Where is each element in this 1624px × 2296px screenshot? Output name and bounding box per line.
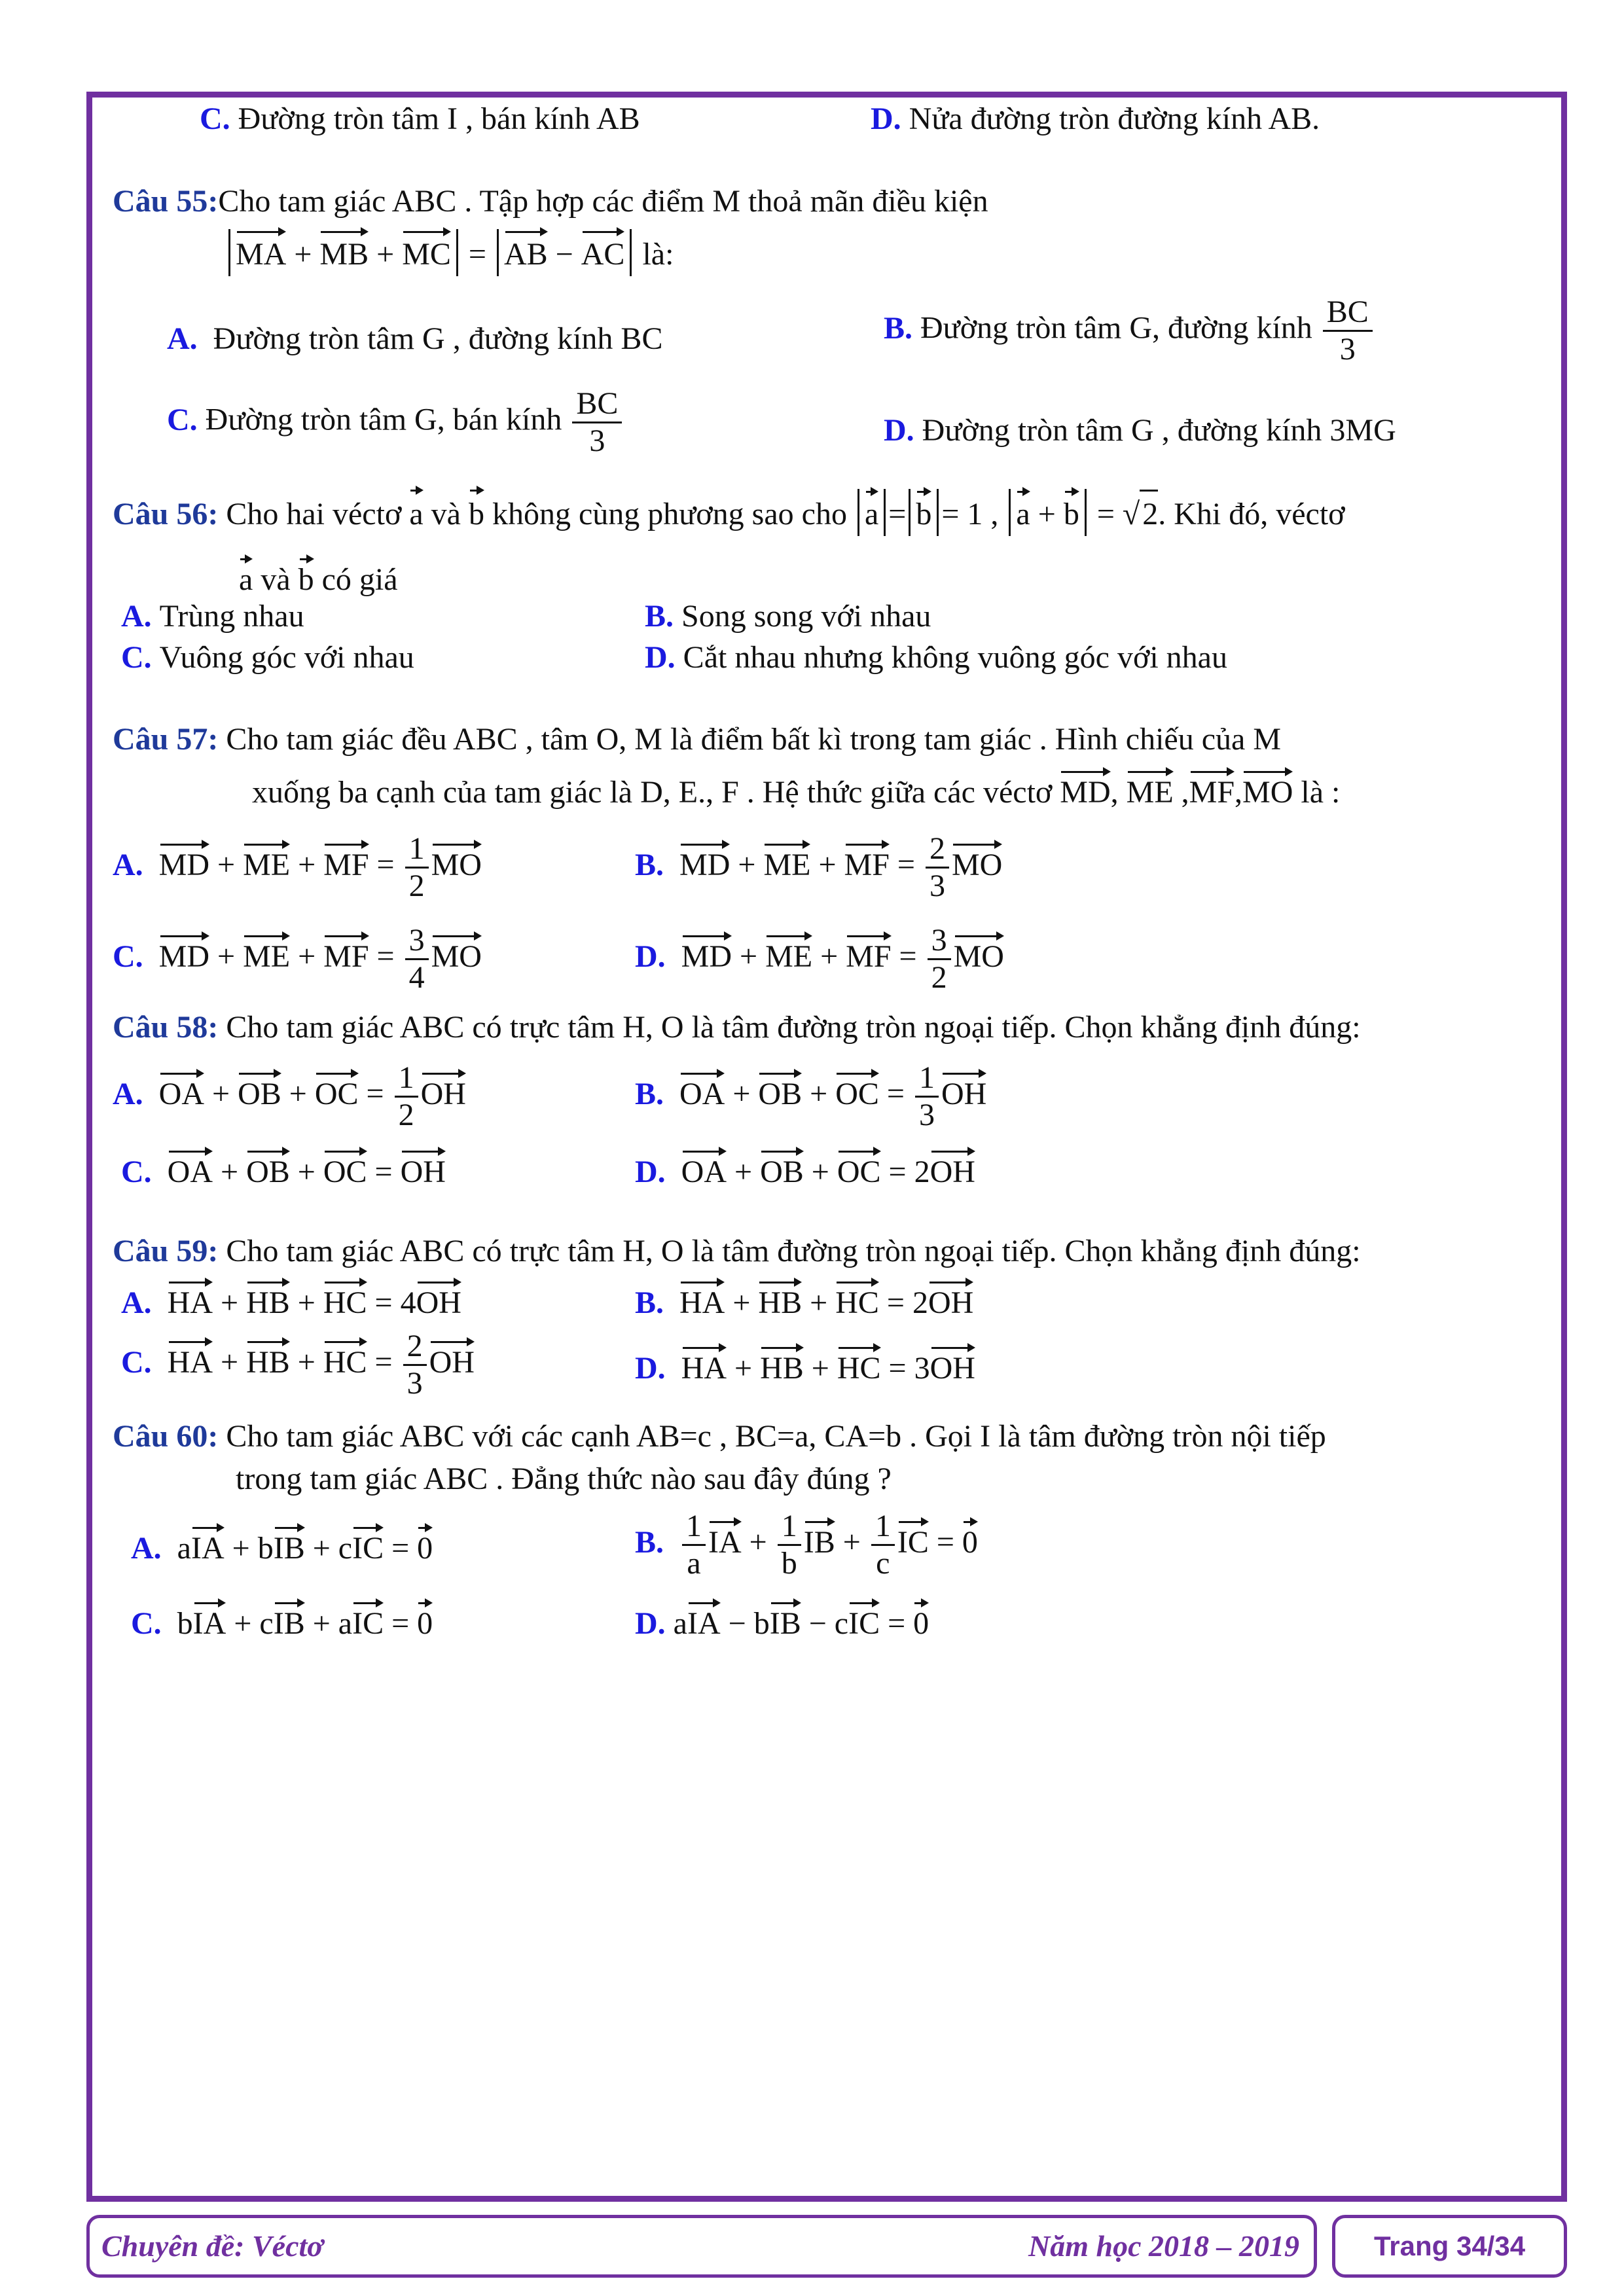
q55-option-c: C. Đường tròn tâm G, bán kính $\frac{BC}{3}$ [167, 386, 624, 459]
q60-option-b: B. $\frac{1}{a}$ IA + $\frac{1}{b}$ IB + $\frac{1}{c}$ IC = 0 [635, 1509, 978, 1581]
q56-option-b: B. Song song với nhau [645, 599, 931, 634]
q57-option-c: C. MD + ME + MF = $\frac{3}{4}$ MO [113, 923, 482, 995]
q54-option-d: D. Nửa đường tròn đường kính AB. [871, 101, 1320, 136]
q58-stem: Câu 58: Cho tam giác ABC có trực tâm H, O là tâm đường tròn ngoại tiếp. Chọn khẳng định đúng: [113, 1010, 1361, 1045]
q59-option-d: D. HA + HB + HC = 3OH [635, 1345, 975, 1388]
q58-option-b: B. OA + OB + OC = $\frac{1}{3}$ OH [635, 1060, 987, 1132]
q56-line2: a và b có giá [239, 556, 398, 600]
q55-stem: Câu 55:Cho tam giác ABC . Tập hợp các điểm M thoả mãn điều kiện [113, 184, 988, 219]
q59-option-c: C. HA + HB + HC = $\frac{2}{3}$ OH [121, 1329, 475, 1401]
q60-option-c: C. bIA + cIB + aIC = 0 [131, 1600, 433, 1643]
q57-stem: Câu 57: Cho tam giác đều ABC , tâm O, M là điểm bất kì trong tam giác . Hình chiếu của M [113, 722, 1282, 757]
q55-option-b: B. Đường tròn tâm G, đường kính $\frac{BC}{3}$ [884, 295, 1375, 367]
q58-option-c: C. OA + OB + OC = OH [121, 1149, 446, 1192]
footer-bar [86, 2215, 1317, 2278]
q57-option-b: B. MD + ME + MF = $\frac{2}{3}$ MO [635, 831, 1003, 903]
q60-line2: trong tam giác ABC . Đẳng thức nào sau đây đúng ? [236, 1462, 892, 1496]
q56-option-c: C. Vuông góc với nhau [121, 640, 414, 675]
q56-option-d: D. Cắt nhau nhưng không vuông góc với nhau [645, 640, 1227, 675]
page-number: Trang 34/34 [1373, 2231, 1526, 2261]
q55-option-a: A. Đường tròn tâm G , đường kính BC [167, 321, 663, 356]
q56-stem: Câu 56: Cho hai véctơ a và b không cùng phương sao cho a = b = 1 , a + b = √2. Khi đó, véctơ [113, 488, 1345, 537]
q59-stem: Câu 59: Cho tam giác ABC có trực tâm H, O là tâm đường tròn ngoại tiếp. Chọn khẳng định đúng: [113, 1234, 1361, 1268]
q54-option-c: C. Đường tròn tâm I , bán kính AB [200, 101, 640, 136]
q60-option-d: D. aIA − bIB − cIC = 0 [635, 1600, 929, 1643]
q59-option-b: B. HA + HB + HC = 2OH [635, 1280, 973, 1323]
q57-line2: xuống ba cạnh của tam giác là D, E., F . Hệ thức giữa các véctơ MD, ME ,MF,MO là : [252, 769, 1340, 812]
q58-option-d: D. OA + OB + OC = 2OH [635, 1149, 975, 1192]
q59-option-a: A. HA + HB + HC = 4OH [121, 1280, 461, 1323]
footer-page-box [1332, 2215, 1567, 2278]
q56-option-a: A. Trùng nhau [121, 599, 304, 634]
footer-topic: Chuyên đề: Véctơ [101, 2229, 323, 2263]
q57-option-d: D. MD + ME + MF = $\frac{3}{2}$ MO [635, 923, 1004, 995]
q55-condition: MA + MB + MC = AB − AC là: [226, 229, 674, 278]
q55-option-d: D. Đường tròn tâm G , đường kính 3MG [884, 413, 1396, 448]
q57-option-a: A. MD + ME + MF = $\frac{1}{2}$ MO [113, 831, 482, 903]
footer-school-year: Năm học 2018 – 2019 [1028, 2229, 1299, 2263]
q58-option-a: A. OA + OB + OC = $\frac{1}{2}$ OH [113, 1060, 466, 1132]
q60-option-a: A. aIA + bIB + cIC = 0 [131, 1525, 433, 1568]
q60-stem: Câu 60: Cho tam giác ABC với các cạnh AB=c , BC=a, CA=b . Gọi I là tâm đường tròn nội tiếp [113, 1419, 1326, 1454]
